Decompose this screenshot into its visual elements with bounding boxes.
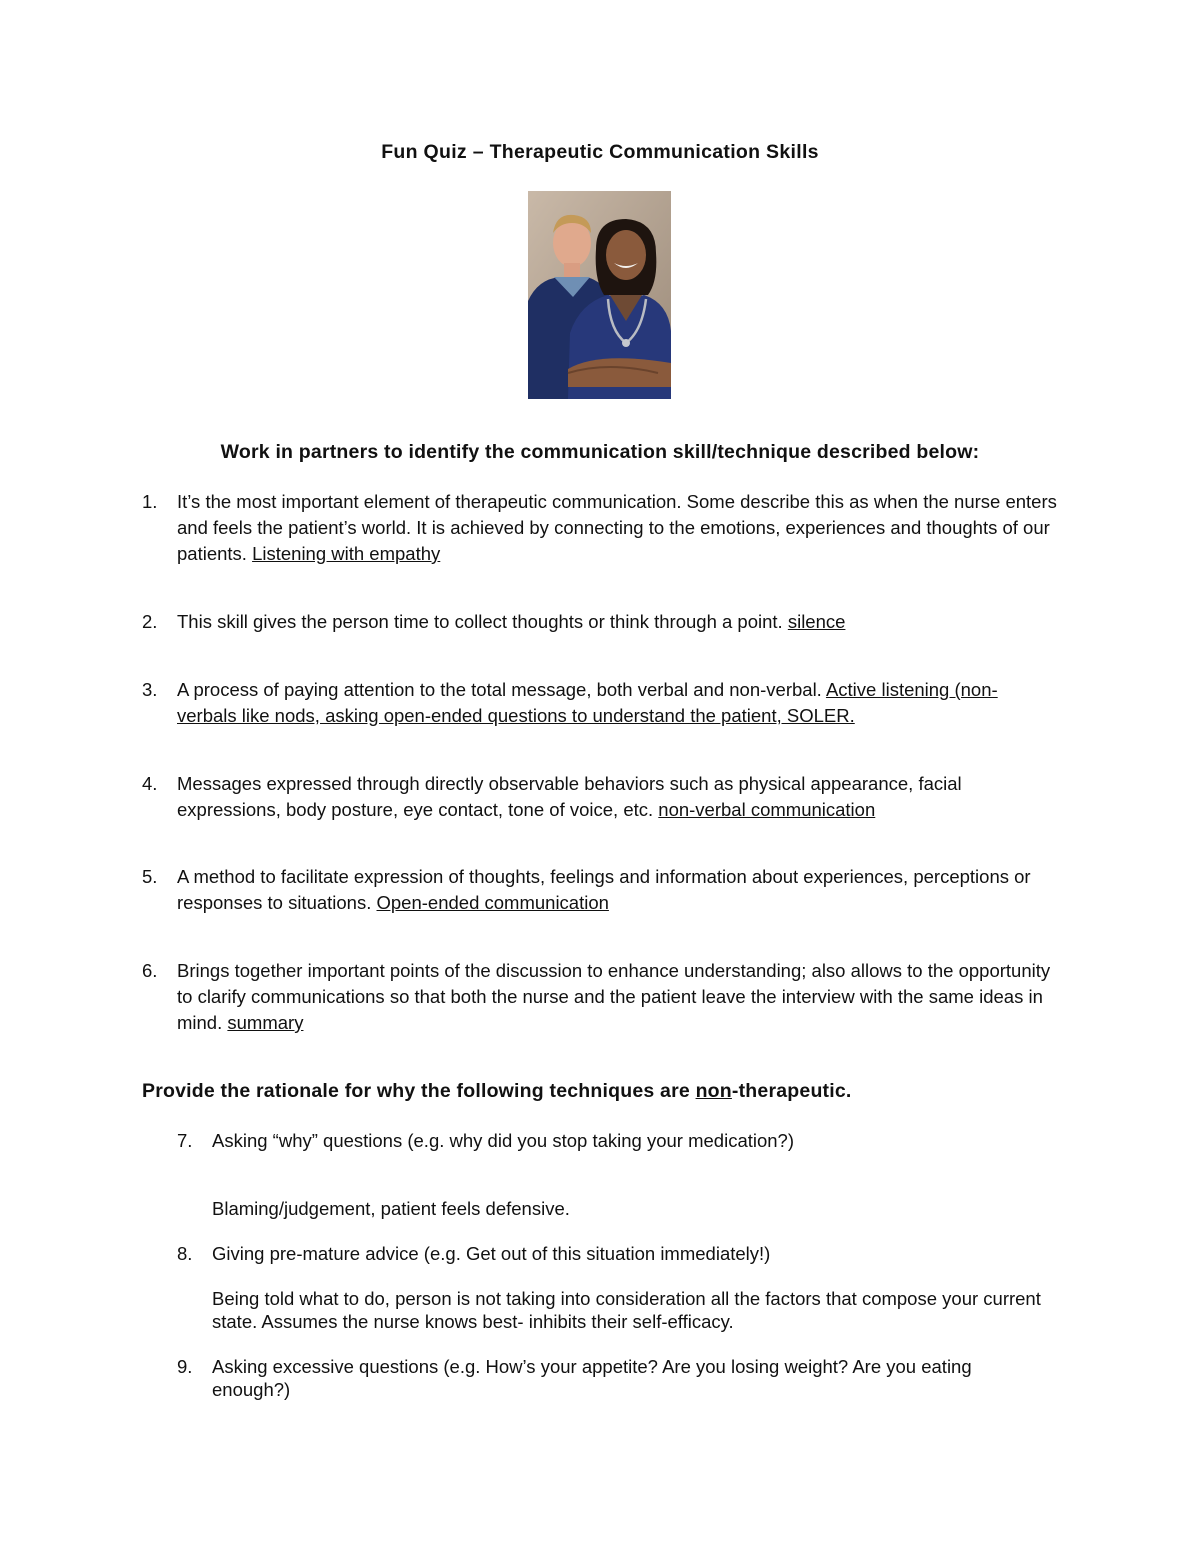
question-answer: Listening with empathy bbox=[252, 543, 441, 564]
question-text: A process of paying attention to the total message, both verbal and non-verbal. bbox=[177, 679, 822, 700]
item-text: Giving pre-mature advice (e.g. Get out of this situation immediately!) bbox=[212, 1243, 771, 1264]
item-7-answer: Blaming/judgement, patient feels defensive. bbox=[212, 1198, 570, 1219]
question-number: 3. bbox=[142, 679, 158, 700]
question-text: It’s the most important element of therapeutic communication. Some describe this as when the nurse enters and feels the patient’s world. It is achieved by connecting to the emotions, experiences and thoughts of our patients. bbox=[177, 491, 1057, 564]
item-text: Asking “why” questions (e.g. why did you stop taking your medication?) bbox=[212, 1130, 795, 1151]
question-number: 1. bbox=[142, 491, 158, 512]
question-answer: summary bbox=[227, 1012, 304, 1033]
nurses-photo bbox=[528, 191, 671, 399]
item-number: 8. bbox=[177, 1243, 193, 1264]
item-number: 9. bbox=[177, 1356, 193, 1377]
instruction-heading: Work in partners to identify the communication skill/technique described below: bbox=[220, 441, 980, 463]
question-answer: Open-ended communication bbox=[376, 892, 609, 913]
question-answer: Active listening (non-verbals like nods, asking open-ended questions to understand the patient, SOLER. bbox=[177, 679, 998, 726]
question-number: 5. bbox=[142, 866, 158, 887]
item-number: 7. bbox=[177, 1130, 193, 1151]
question-answer: non-verbal communication bbox=[658, 799, 876, 820]
question-number: 6. bbox=[142, 960, 158, 981]
section-heading-emphasis: non bbox=[695, 1080, 732, 1102]
page-title: Fun Quiz – Therapeutic Communication Skills bbox=[381, 141, 819, 163]
question-text: Brings together important points of the discussion to enhance understanding; also allows to the opportunity to clarify communications so that both the nurse and the patient leave the interview with the same ideas in mind. bbox=[177, 960, 1051, 1033]
section-heading: Provide the rationale for why the following techniques are non-therapeutic. bbox=[142, 1080, 852, 1102]
question-number: 4. bbox=[142, 773, 158, 794]
question-text: A method to facilitate expression of thoughts, feelings and information about experiences, perceptions or responses to situations. bbox=[177, 866, 1031, 913]
item-text: Asking excessive questions (e.g. How’s your appetite? Are you losing weight? Are you eating enough?) bbox=[212, 1356, 972, 1400]
question-text: Messages expressed through directly observable behaviors such as physical appearance, facial expressions, body posture, eye contact, tone of voice, etc. bbox=[177, 773, 962, 820]
question-text: This skill gives the person time to collect thoughts or think through a point. bbox=[177, 611, 783, 632]
question-answer: silence bbox=[787, 611, 846, 632]
question-number: 2. bbox=[142, 611, 158, 632]
item-8-answer: Being told what to do, person is not taking into consideration all the factors that compose your current state. Assumes the nurse knows best- inhibits their self-efficacy. bbox=[212, 1288, 1041, 1332]
